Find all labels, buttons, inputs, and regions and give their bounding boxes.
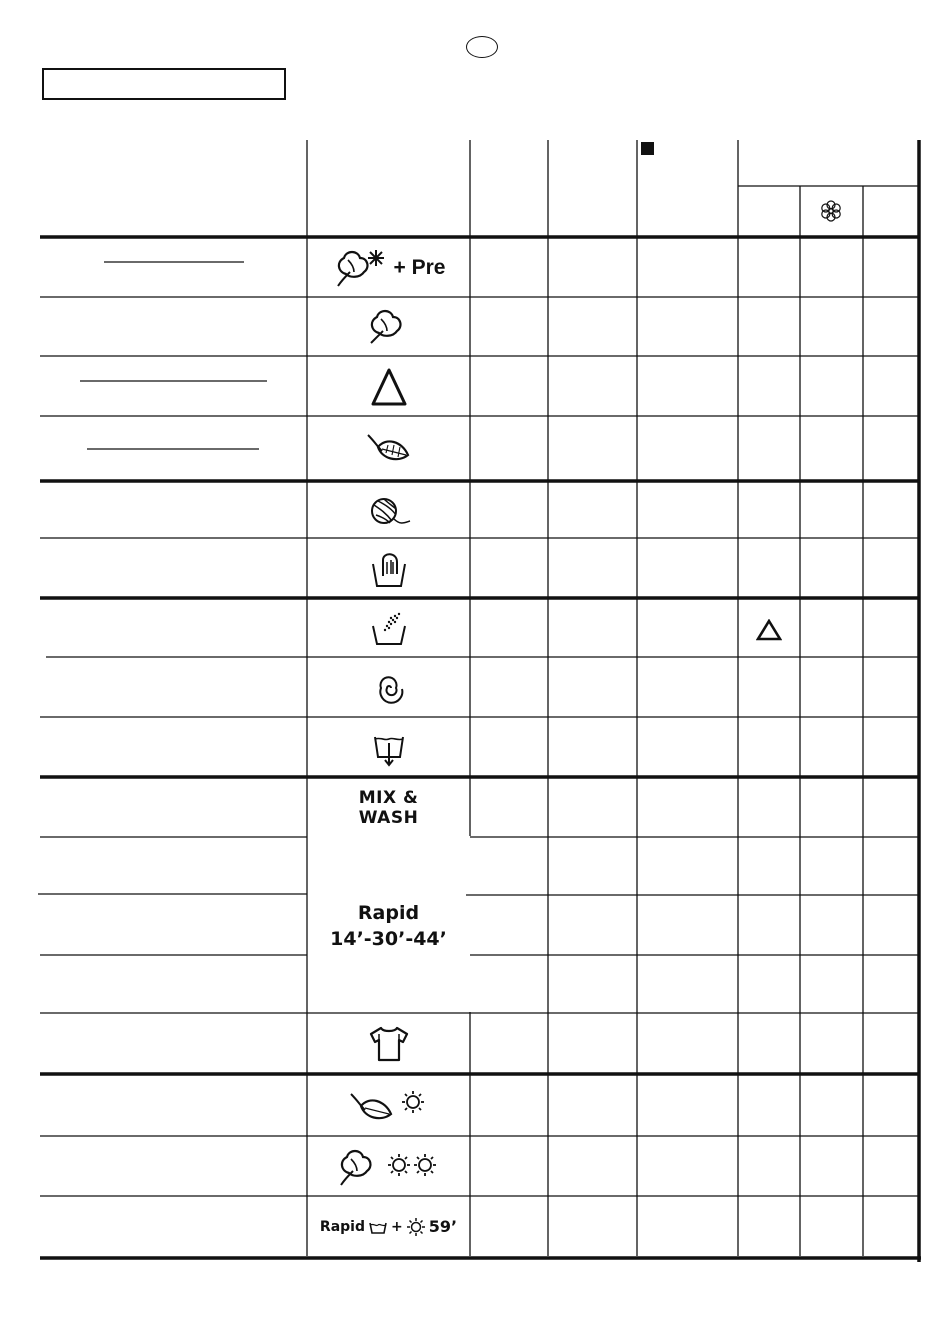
program-rinse [307, 600, 470, 657]
program-cotton [307, 298, 470, 356]
synthetics-triangle-icon [369, 364, 409, 410]
feather-dry-icon [347, 1086, 431, 1126]
program-drain [307, 718, 470, 776]
dry-sun-icon [406, 1217, 426, 1237]
rapid-wash-dry-duration: 59’ [428, 1217, 458, 1236]
shirt-icon [367, 1024, 411, 1064]
wash-tub-icon [368, 1219, 388, 1235]
rapid-title: Rapid [357, 901, 420, 924]
rinse-icon [369, 610, 409, 648]
program-cotton-prewash [307, 238, 470, 297]
feather-icon [364, 429, 414, 469]
wool-icon [364, 489, 414, 533]
program-synthetics [307, 357, 470, 416]
cotton-double-dry-icon [337, 1145, 441, 1189]
cotton-prewash-icon [332, 246, 392, 290]
cotton-icon [367, 307, 411, 347]
program-hand-wash [307, 539, 470, 598]
program-rapid [307, 838, 470, 1013]
plus-sign: + [391, 1218, 403, 1235]
drain-icon [369, 727, 409, 767]
program-wool [307, 483, 470, 538]
softener-flower-icon [814, 198, 848, 224]
program-cotton-dry [307, 1137, 470, 1196]
mix-wash-line1: MIX & [358, 788, 419, 808]
triangle-outline-icon [738, 610, 800, 650]
program-shirts [307, 1014, 470, 1073]
program-delicates-dry [307, 1076, 470, 1136]
program-spin [307, 658, 470, 717]
spin-icon [369, 668, 409, 708]
program-mix-wash [307, 779, 470, 837]
program-delicates [307, 417, 470, 480]
hand-wash-icon [369, 548, 409, 590]
mix-wash-line2: WASH [358, 808, 419, 828]
program-rapid-wash-dry [307, 1197, 470, 1256]
rapid-durations: 14’-30’-44’ [330, 927, 447, 950]
rapid-wash-dry-label: Rapid [319, 1218, 365, 1235]
prewash-label: + Pre [393, 255, 446, 279]
